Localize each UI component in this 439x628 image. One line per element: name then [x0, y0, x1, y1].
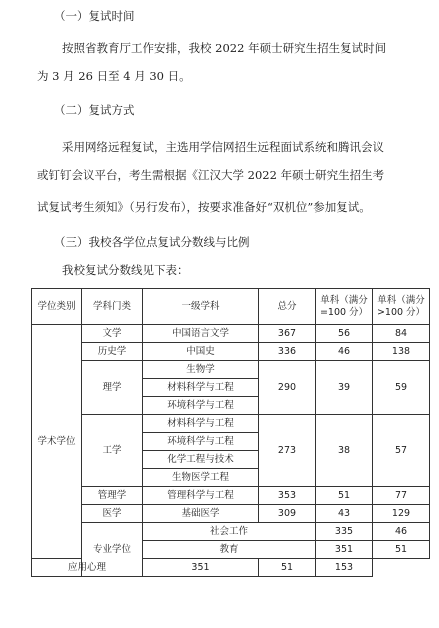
cell-category: 工学: [82, 415, 143, 487]
score-table: [31, 288, 430, 577]
header-discipline-category: 学科门类: [82, 289, 143, 325]
table-row: [32, 505, 430, 523]
cell-discipline: 中国史: [143, 343, 259, 361]
cell-single-100: 46: [373, 523, 430, 541]
cell-discipline: 中国语言文学: [143, 325, 259, 343]
paragraph-time-line-2: 为 3 月 26 日至 4 月 30 日。: [37, 69, 191, 83]
cell-discipline: 应用心理: [32, 559, 143, 577]
table-row: [32, 343, 430, 361]
table-row: [32, 361, 430, 379]
cell-total: 335: [316, 523, 373, 541]
cell-single-over-100: 84: [373, 325, 430, 343]
table-row: [32, 487, 430, 505]
cell-discipline: 化学工程与技术: [143, 451, 259, 469]
cell-discipline: 材料科学与工程: [143, 379, 259, 397]
cell-single-over-100: 129: [373, 505, 430, 523]
category-academic: 学术学位: [32, 325, 82, 559]
header-single-100: 单科（满分=100 分）: [316, 289, 373, 325]
paragraph-method-line-3: 试复试考生须知》（另行发布），按要求准备好“双机位”参加复试。: [37, 200, 371, 214]
cell-single-over-100: 59: [373, 361, 430, 415]
cell-single-100: 38: [316, 415, 373, 487]
cell-total: 351: [316, 541, 373, 559]
cell-discipline: 管理科学与工程: [143, 487, 259, 505]
paragraph-time-line-1: 按照省教育厅工作安排，我校 2022 年硕士研究生招生复试时间: [62, 41, 387, 55]
cell-total: 273: [259, 415, 316, 487]
cell-total: 351: [143, 559, 259, 577]
table-header-row: [32, 289, 430, 325]
cell-category: 医学: [82, 505, 143, 523]
cell-discipline: 生物学: [143, 361, 259, 379]
cell-total: 336: [259, 343, 316, 361]
header-total-score: 总分: [259, 289, 316, 325]
section-heading-method: （二）复试方式: [54, 103, 135, 117]
cell-total: 353: [259, 487, 316, 505]
cell-total: 290: [259, 361, 316, 415]
section-heading-scores: （三）我校各学位点复试分数线与比例: [54, 235, 250, 249]
cell-total: 367: [259, 325, 316, 343]
cell-single-100: 51: [373, 541, 430, 559]
header-first-level-discipline: 一级学科: [143, 289, 259, 325]
cell-single-over-100: 138: [373, 343, 430, 361]
cell-discipline: 环境科学与工程: [143, 397, 259, 415]
cell-category: 管理学: [82, 487, 143, 505]
cell-single-100: 56: [316, 325, 373, 343]
section-heading-time: （一）复试时间: [54, 9, 135, 23]
cell-single-over-100: 77: [373, 487, 430, 505]
cell-single-over-100: 153: [316, 559, 373, 577]
paragraph-method-line-1: 采用网络远程复试，主选用学信网招生远程面试系统和腾讯会议: [62, 140, 384, 154]
cell-single-100: 51: [259, 559, 316, 577]
cell-single-100: 39: [316, 361, 373, 415]
paragraph-method-line-2: 或钉钉会议平台，考生需根据《江汉大学 2022 年硕士研究生招生考: [37, 168, 385, 182]
cell-category: 文学: [82, 325, 143, 343]
cell-discipline: 生物医学工程: [143, 469, 259, 487]
cell-discipline: 教育: [143, 541, 316, 559]
cell-category: 理学: [82, 361, 143, 415]
table-row: [32, 559, 430, 577]
cell-discipline: 环境科学与工程: [143, 433, 259, 451]
table-row: [32, 415, 430, 433]
cell-category: 历史学: [82, 343, 143, 361]
cell-single-100: 43: [316, 505, 373, 523]
cell-discipline: 材料科学与工程: [143, 415, 259, 433]
table-row: [32, 325, 430, 343]
cell-discipline: 基础医学: [143, 505, 259, 523]
paragraph-score-intro: 我校复试分数线见下表：: [62, 263, 189, 277]
header-single-over-100: 单科（满分>100 分）: [373, 289, 430, 325]
cell-discipline: 社会工作: [143, 523, 316, 541]
table-row: [32, 523, 430, 541]
cell-single-100: 46: [316, 343, 373, 361]
category-professional: 专业学位: [82, 523, 143, 577]
cell-total: 309: [259, 505, 316, 523]
cell-single-100: 51: [316, 487, 373, 505]
cell-single-over-100: 57: [373, 415, 430, 487]
header-degree-type: 学位类别: [32, 289, 82, 325]
